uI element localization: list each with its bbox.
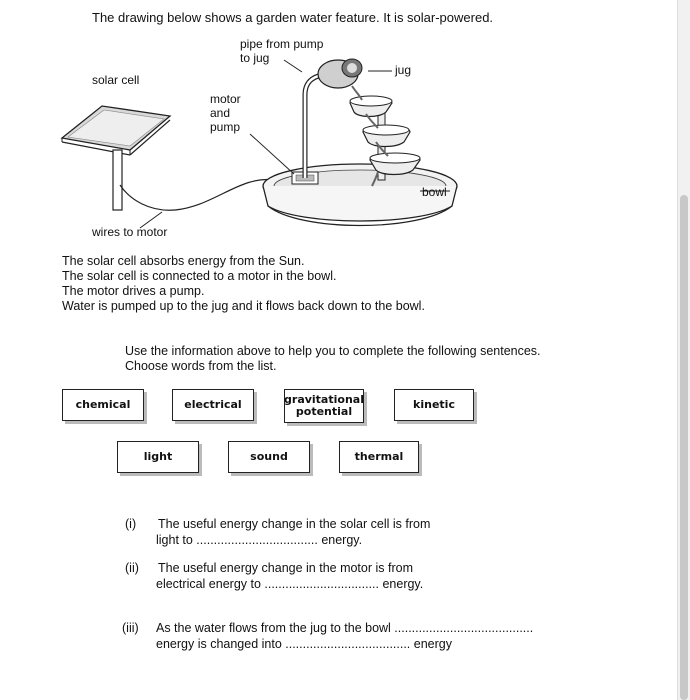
label-motor-2: and <box>210 106 231 120</box>
word-box-chemical <box>62 389 144 421</box>
fact-line: The solar cell absorbs energy from the Sun. <box>62 254 305 268</box>
word-box-sound <box>228 441 310 473</box>
question-answer-line[interactable]: electrical energy to ................................. energy. <box>156 577 424 591</box>
word-light: light <box>143 450 173 463</box>
label-jug: jug <box>395 63 412 77</box>
word-kinetic: kinetic <box>413 398 455 411</box>
question-answer-line[interactable]: energy is changed into .................................... energy <box>156 637 452 651</box>
word-gravitational: gravitational <box>284 393 364 406</box>
solar-panel-drawing <box>62 106 170 210</box>
word-potential: potential <box>295 405 353 418</box>
word-chemical: chemical <box>75 398 131 411</box>
instruction-line: Use the information above to help you to complete the following sentences. <box>125 344 541 358</box>
question-number: (i) <box>125 517 137 531</box>
word-box-kinetic <box>394 389 474 421</box>
intro-text: The drawing below shows a garden water feature. It is solar-powered. <box>92 10 494 25</box>
question-answer-line[interactable]: light to ................................... energy. <box>156 533 363 547</box>
label-wires: wires to motor <box>92 225 168 239</box>
question-text: The useful energy change in the motor is from <box>158 561 413 575</box>
instruction-line: Choose words from the list. <box>125 359 277 373</box>
fact-line: The solar cell is connected to a motor in the bowl. <box>62 269 337 283</box>
question-number: (ii) <box>125 561 139 575</box>
word-box-thermal <box>339 441 419 473</box>
fact-line: The motor drives a pump. <box>62 284 205 298</box>
label-pipe-1: pipe from pump <box>240 37 324 51</box>
word-sound: sound <box>250 450 288 463</box>
label-solar-cell: solar cell <box>92 73 140 87</box>
water-feature-diagram <box>0 0 678 250</box>
question-text[interactable]: As the water flows from the jug to the bowl ........................................ <box>156 621 534 635</box>
question-text: The useful energy change in the solar cell is from <box>158 517 431 531</box>
word-box-light <box>117 441 199 473</box>
label-motor-1: motor <box>210 92 241 106</box>
word-thermal: thermal <box>354 450 404 463</box>
label-bowl: bowl <box>422 185 447 199</box>
fact-line: Water is pumped up to the jug and it flows back down to the bowl. <box>62 299 425 313</box>
jug-drawing <box>318 59 362 88</box>
word-box-gravitational-potential <box>284 389 364 423</box>
question-number: (iii) <box>122 621 139 635</box>
pipe-path <box>305 74 330 178</box>
label-pipe-2: to jug <box>240 51 270 65</box>
label-motor-3: pump <box>210 120 241 134</box>
word-box-electrical <box>172 389 254 421</box>
vertical-scrollbar[interactable] <box>677 0 690 700</box>
word-electrical: electrical <box>184 398 242 411</box>
scrollbar-thumb[interactable] <box>680 195 688 700</box>
